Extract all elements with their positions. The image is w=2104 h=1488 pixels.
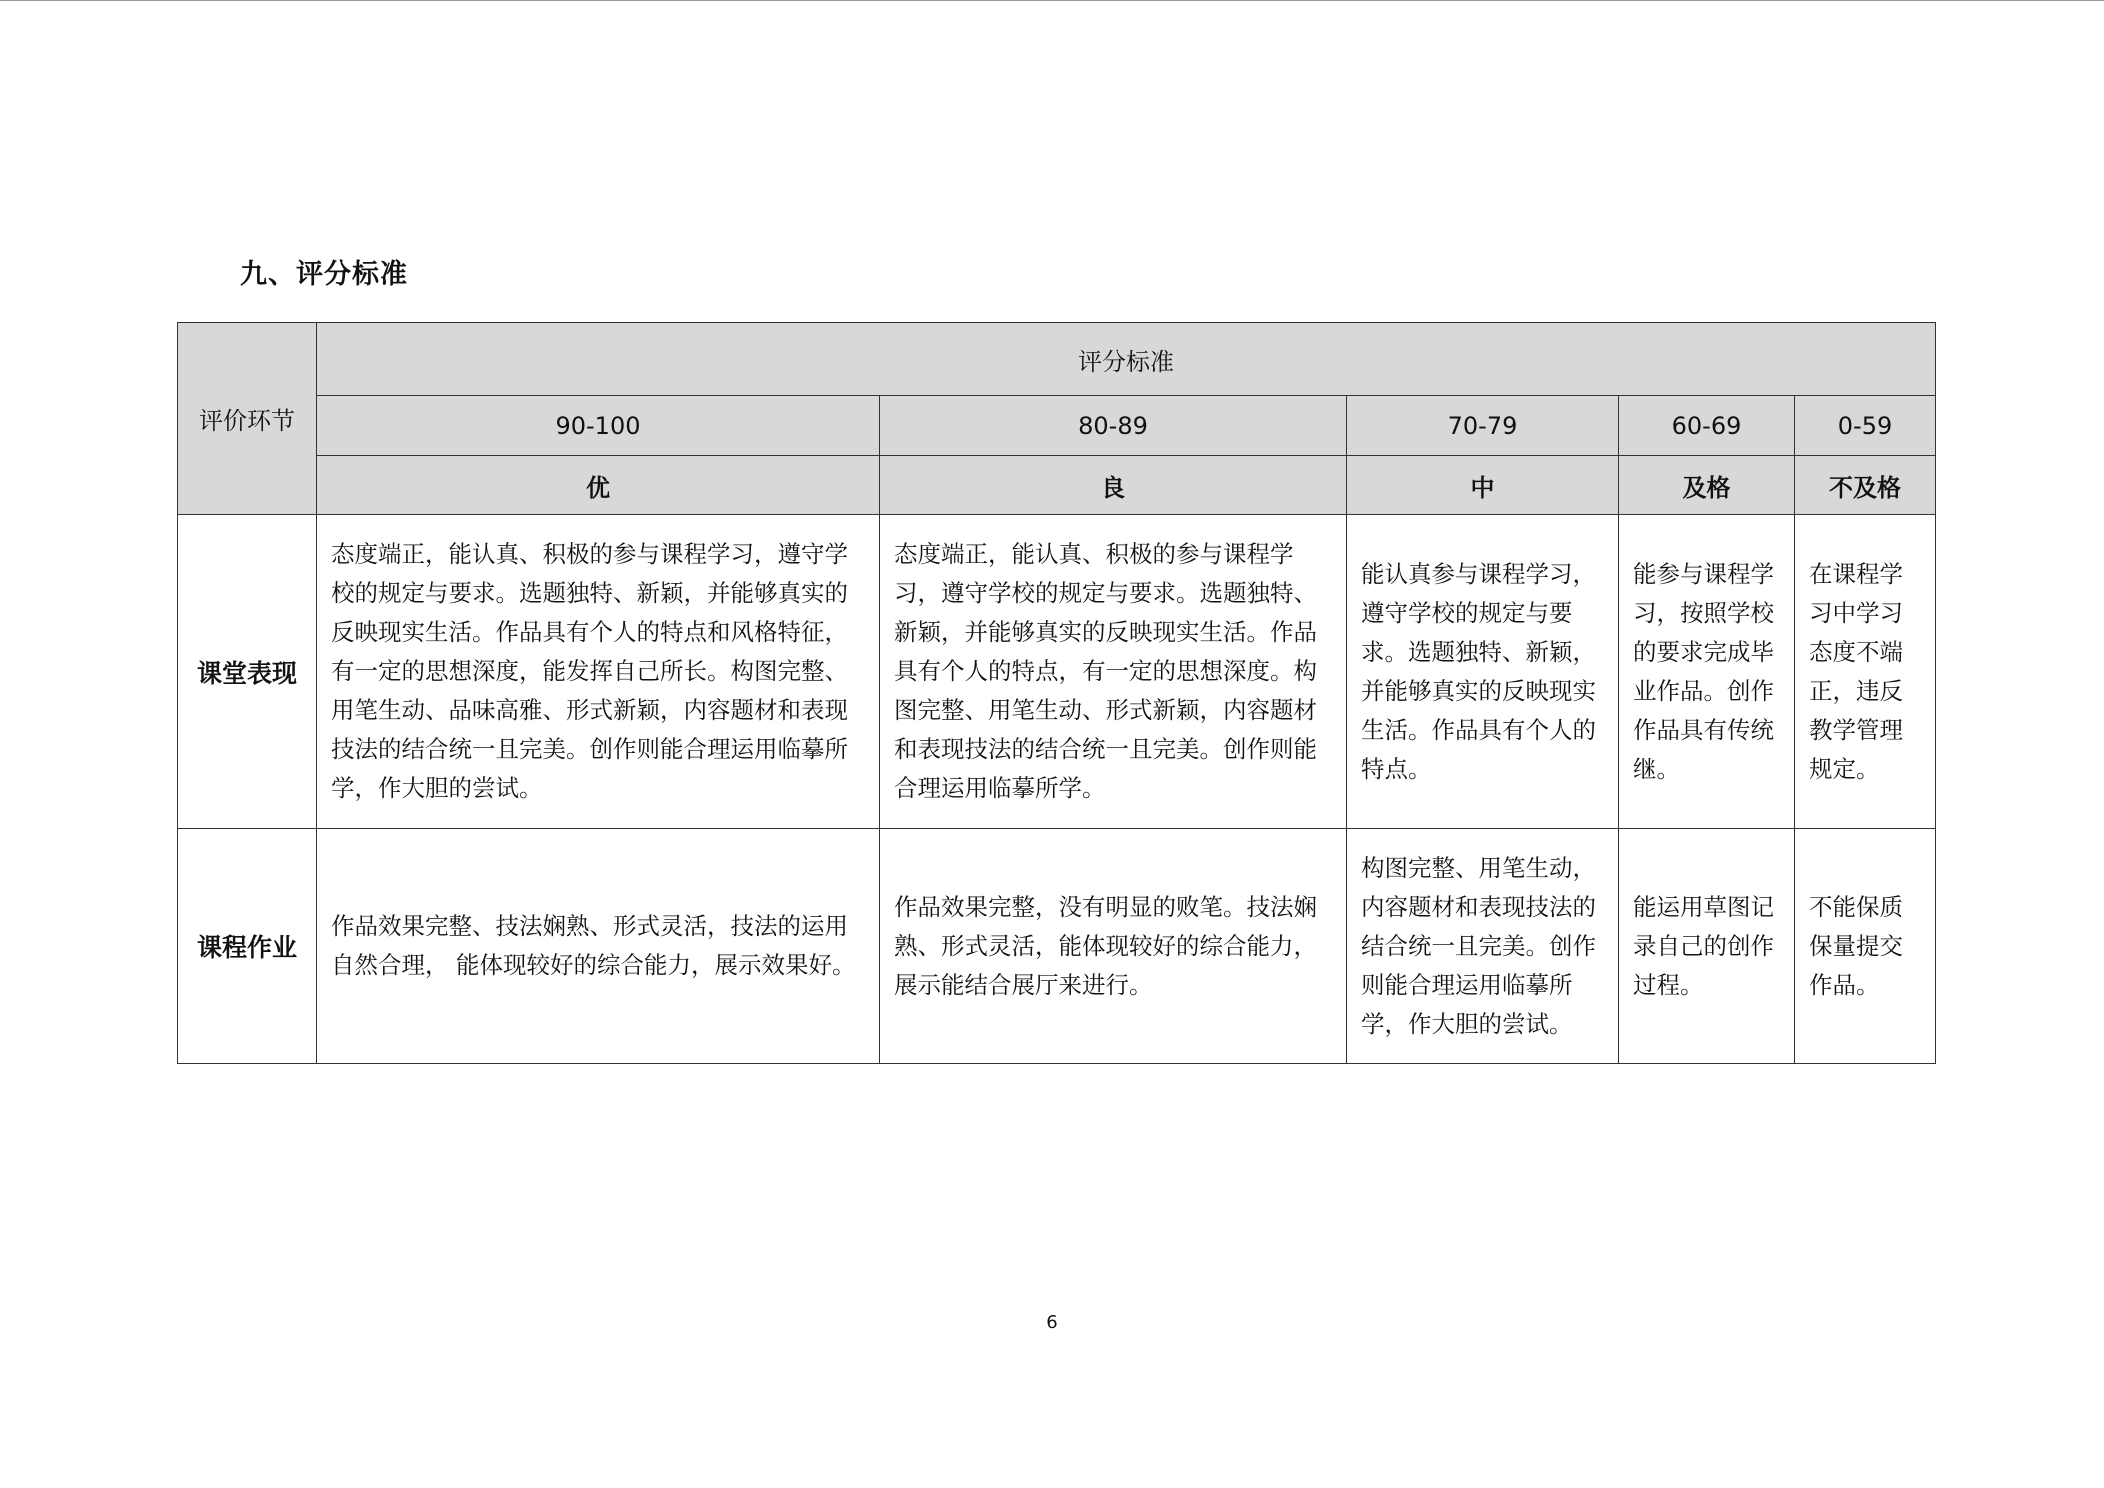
criteria-cell: 构图完整、用笔生动，内容题材和表现技法的结合统一且完美。创作则能合理运用临摹所学，作大胆的尝试。 — [1347, 829, 1619, 1064]
score-range: 80-89 — [880, 396, 1347, 456]
criteria-cell: 态度端正，能认真、积极的参与课程学习，遵守学校的规定与要求。选题独特、新颖，并能够真实的反映现实生活。作品具有个人的特点，有一定的思想深度。构图完整、用笔生动、形式新颖，内容题材和表现技法的结合统一且完美。创作则能合理运用临摹所学。 — [880, 515, 1347, 829]
grade-label: 中 — [1347, 456, 1619, 515]
grade-label: 良 — [880, 456, 1347, 515]
score-range: 70-79 — [1347, 396, 1619, 456]
section-title: 九、评分标准 — [240, 259, 408, 290]
criteria-cell: 能参与课程学习，按照学校的要求完成毕业作品。创作作品具有传统继。 — [1619, 515, 1795, 829]
table-row — [178, 515, 1936, 829]
criteria-cell: 作品效果完整，没有明显的败笔。技法娴熟、形式灵活，能体现较好的综合能力，展示能结合展厅来进行。 — [880, 829, 1347, 1064]
score-range: 0-59 — [1795, 396, 1936, 456]
grade-label: 及格 — [1619, 456, 1795, 515]
page-top-border — [0, 0, 2104, 1]
row-label: 课程作业 — [178, 829, 317, 1064]
criteria-cell: 能认真参与课程学习，遵守学校的规定与要求。选题独特、新颖，并能够真实的反映现实生活。作品具有个人的特点。 — [1347, 515, 1619, 829]
grade-label: 不及格 — [1795, 456, 1936, 515]
criteria-cell: 在课程学习中学习态度不端正，违反教学管理规定。 — [1795, 515, 1936, 829]
page-number: 6 — [1046, 1312, 1058, 1333]
criteria-cell: 不能保质保量提交作品。 — [1795, 829, 1936, 1064]
group-header: 评分标准 — [317, 323, 1936, 396]
table-header-row — [178, 323, 1936, 396]
grade-label: 优 — [317, 456, 880, 515]
criteria-cell: 态度端正，能认真、积极的参与课程学习，遵守学校的规定与要求。选题独特、新颖，并能够真实的反映现实生活。作品具有个人的特点和风格特征，有一定的思想深度，能发挥自己所长。构图完整、用笔生动、品味高雅、形式新颖，内容题材和表现技法的结合统一且完美。创作则能合理运用临摹所学，作大胆的尝试。 — [317, 515, 880, 829]
criteria-cell: 作品效果完整、技法娴熟、形式灵活，技法的运用自然合理， 能体现较好的综合能力，展示效果好。 — [317, 829, 880, 1064]
row-header-label: 评价环节 — [178, 323, 317, 515]
table-row — [178, 829, 1936, 1064]
criteria-cell: 能运用草图记录自己的创作过程。 — [1619, 829, 1795, 1064]
score-range: 90-100 — [317, 396, 880, 456]
grading-rubric-table — [177, 322, 1936, 1064]
grade-row — [178, 456, 1936, 515]
score-range: 60-69 — [1619, 396, 1795, 456]
score-range-row — [178, 396, 1936, 456]
row-label: 课堂表现 — [178, 515, 317, 829]
